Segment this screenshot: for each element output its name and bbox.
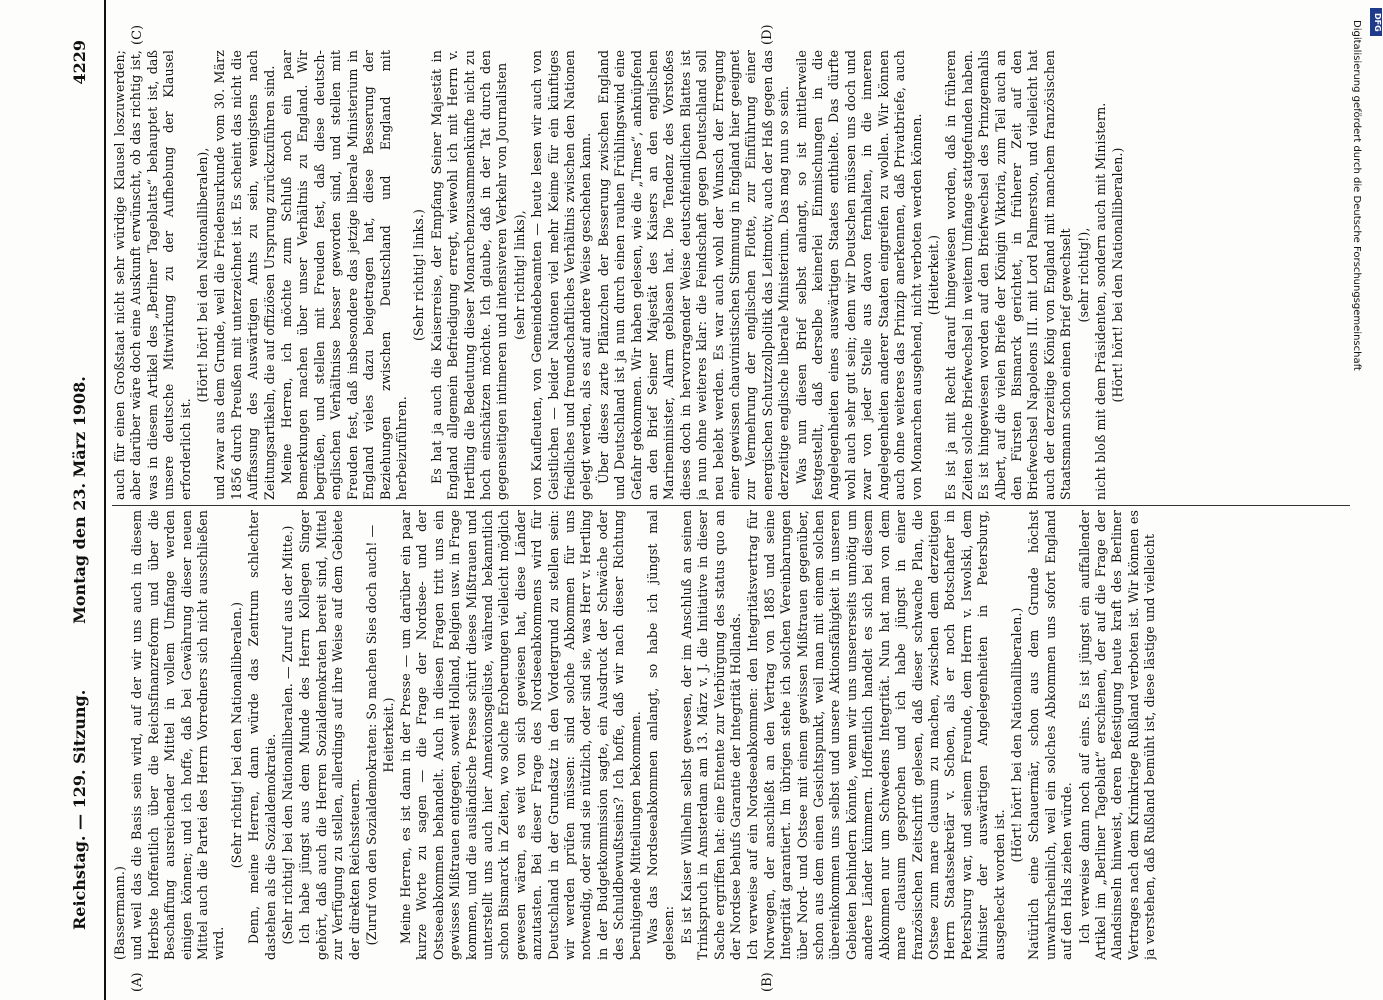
paragraph: (Hört! hört! bei den Nationalliberalen),	[195, 147, 211, 403]
paragraph: Über dieses zarte Pflänzchen der Besserung zwischen England und Deutschland ist ja nun durch einen rauhen Frühlingswind eine Gefahr gekommen. Wir haben gelesen, wie die „Times“, anknüpfend an den Brief Seiner Majestät des Kaisers an den englischen Marineminister, Alarm geblasen hat. Die Tendenz des Vorstoßes dieses doch in hervorragender Weise deutschfeindlichen Blattes ist ja nun ohne weiteres klar: die Feindschaft gegen Deutschland soll neu belebt werden. Es war auch wohl der Wunsch der Erregung einer gewissen chauvinistischen Stimmung in England hier geeignet zur Vermehrung der englischen Flotte, zur Einführung einer energischen Schutzzollpolitik das Leitmotiv, auch der Haß gegen das derzeitige englische liberale Ministerium. Das mag nun so sein.	[595, 50, 792, 500]
paragraph: Ich verweise auf ein Nordseeabkommen: den Integritätsvertrag für Norwegen, der anschließt an den Vertrag von 1885 und seine Integrität garantiert. Im übrigen stehe ich solchen Vereinbarungen über Nord- und Ostsee mit einem gewissen Mißtrauen gegenüber, schon aus dem einen Gesichtspunkt, weil man mit einem solchen übereinkommen uns selbst und unsere Aktionsfähigkeit in unseren Gebieten behindern könnte, wenn wir uns unsererseits unnötig um andere Länder kümmern. Hoffentlich handelt es sich bei diesem Abkommen nur um Schwedens Integrität. Nun hat man von dem mare clausum gesprochen und ich habe jüngst in einer französischen Zeitschrift gelesen, daß dieser schwache Plan, die Ostsee zum mare clausum zu machen, zwischen dem derzeitigen Herrn Staatssekretär v. Schoen, als er noch Botschafter in Petersburg war, und seinem Freunde, dem Herrn v. Iswolski, dem Minister der auswärtigen Angelegenheiten in Petersburg, ausgeheckt worden ist.	[745, 510, 1007, 960]
margin-marker-a: (A)	[130, 972, 145, 992]
paragraph: und weil das die Basis sein wird, auf der wir uns auch in diesem Herbste hoffentlich über die Reichsfinanzreform und über die Beschaffung ausreichender Mittel in vollem Umfange werden einigen können; und ich hoffe, daß bei Gewährung dieser neuen Mittel auch die Partei des Herrn Vorredners sich nicht ausschließen wird.	[129, 510, 227, 960]
paragraph: Es ist ja mit Recht darauf hingewiesen worden, daß in früheren Zeiten solche Briefwechsel in weitem Umfange stattgefunden haben. Es ist hingewiesen worden auf den Briefwechsel des Prinzgemahls Albert, auf die vielen Briefe der Königin Viktoria, zum Teil auch an den Fürsten Bismarck gerichtet, in früherer Zeit auf den Briefwechsel Napoleons III. mit Lord Palmerston, und vielleicht hat auch der derzeitige König von England mit manchem französischen Staatsmann schon einen Brief gewechselt	[943, 50, 1074, 500]
rotated-content	[60, 0, 1350, 1000]
paragraph: Meine Herren, es ist dann in der Presse — um darüber ein paar kurze Worte zu sagen — die Frage der Nordsee- und der Ostseeabkommen behandelt. Auch in diesen Fragen tritt uns ein gewisses Mißtrauen entgegen, soweit Holland, Belgien usw. in Frage kommen, und die ausländische Presse schürt dieses Mißtrauen und unterstellt uns auch hier Annexionsgelüste, während bekanntlich schon Bismarck in Zeiten, wo solche Eroberungen vielleicht möglich gewesen wären, es weit von sich gewiesen hat, diese Länder anzutasten. Bei dieser Frage des Nordseeabkommens wird für Deutschland in der Grundsatz in den Vordergrund zu stellen sein: wir werden prüfen müssen: sind solche Abkommen für uns notwendig, oder sind sie nützlich, oder sind sie, was Herr v. Hertling in der Budgetkommission sagte, ein Ausdruck der Schwäche oder des Schuldbewußtseins? Ich hoffe, daß wir nach dieser Richtung beruhigende Mitteilungen bekommen.	[397, 510, 643, 960]
header-rule	[104, 0, 106, 1000]
paragraph: (Bassermann.)	[112, 866, 127, 960]
paragraph: nicht bloß mit dem Präsidenten, sondern auch mit Ministern.	[1092, 102, 1108, 500]
paragraph: (sehr richtig! links),	[511, 210, 527, 340]
paragraph: Es hat ja auch die Kaiserreise, der Empfang Seiner Majestät in England allgemein Befriedigung erregt, wiewohl ich mit Herrn v. Hertling die Bedeutung dieser Monarchenzusammenkünfte nicht zu hoch einschätzen möchte. Ich glaube, daß in der Tat durch den gegenseitigen intimeren und intensiveren Verkehr von Journalisten	[428, 50, 510, 500]
paragraph: auch für einen Großstaat nicht sehr würdige Klausel loszuwerden; aber darüber wäre doch eine Auskunft erwünscht, ob das richtig ist, was in diesem Artikel des „Berliner Tageblatts“ behauptet ist, daß unsere deutsche Mitwirkung zu der Aufhebung der Klausel erforderlich ist.	[112, 50, 193, 500]
dfg-logo: DFG	[1370, 8, 1382, 36]
page-number: 4229	[70, 40, 89, 85]
paragraph: Was nun diesen Brief selbst anlangt, so ist mittlerweile festgestellt, daß derselbe keinerlei Einmischungen in die Angelegenheiten eines auswärtigen Staates enthielte. Das dürfte wohl auch sehr gut sein; denn wir Deutschen müssen uns doch und zwar von jeder Stelle aus davon fernhalten, in die inneren Angelegenheiten anderer Staaten eingreifen zu wollen. Wir können auch ohne weiteres das Prinzip anerkennen, daß Privatbriefe, auch von Monarchen ausgehend, nicht verboten werden können.	[793, 50, 924, 500]
header-center: Montag den 23. März 1908.	[70, 376, 89, 624]
paragraph: (sehr richtig!),	[1075, 227, 1091, 323]
left-text-column	[112, 510, 1350, 960]
paragraph: Denn, meine Herren, dann würde das Zentrum schlechter dastehen als die Sozialdemokratie.	[246, 510, 278, 960]
right-text-column	[112, 50, 1350, 500]
margin-marker-d: (D)	[760, 24, 775, 45]
paragraph: und zwar aus dem Grunde, weil die Friedensurkunde vom 30. März 1856 durch Preußen mit unterzeichnet ist. Es scheint das nicht die Auffassung des Auswärtigen Amts zu sein, wenigstens nach Zeitungsartikeln, die auf offiziösen Ursprung zurückzuführen sind.	[212, 50, 277, 500]
header-left: Reichstag. — 129. Sitzung.	[70, 689, 89, 930]
paragraph: Was das Nordseeabkommen anlangt, so habe ich jüngst mal gelesen:	[645, 510, 677, 960]
paragraph: Ich verweise dann noch auf eins. Es ist jüngst ein auffallender Artikel im „Berliner Tageblatt“ erschienen, der auf die Frage der Alandsinseln hinweist, deren Befestigung heute kraft des Berliner Vertrages nach dem Krimkriege Rußland verboten ist. Wir können es ja verstehen, daß Rußland bemüht ist, diese lästige und vielleicht	[1076, 510, 1158, 960]
paragraph: Meine Herren, ich möchte zum Schluß noch ein paar Bemerkungen machen über unser Verhältnis zu England. Wir begrüßen, und stellen mit Freuden fest, daß diese deutsch-englischen Verhältnisse besser geworden sind, und stellen mit Freuden fest, daß insbesondere das jetzige liberale Ministerium in England vieles dazu beigetragen hat, diese Besserung der Beziehungen zwischen Deutschland und England mit herbeizuführen.	[279, 50, 409, 500]
paragraph: von Kaufleuten, von Gemeindebeamten — heute lesen wir auch von Geistlichen — beider Nationen viel mehr Keime für ein künftiges friedliches und freundschaftliches Verhältnis zwischen den Nationen gelegt werden, als es auf andere Weise geschehen kann.	[529, 50, 594, 500]
paragraph: (Sehr richtig! bei den Nationalliberalen.)	[228, 601, 244, 869]
paragraph: (Sehr richtig! links.)	[411, 209, 427, 341]
paragraph: (Zuruf von den Sozialdemokraten: So machen Sies doch auch! — Heiterkeit.)	[364, 524, 396, 946]
paragraph: (Sehr richtig! bei den Nationalliberalen. — Zuruf aus der Mitte.)	[280, 525, 296, 945]
margin-marker-c: (C)	[130, 24, 145, 45]
paragraph: (Heiterkeit.)	[925, 234, 941, 316]
paragraph: Natürlich eine Schauermär, schon aus dem Grunde höchst unwahrscheinlich, weil ein solches Abkommen uns sofort England auf den Hals ziehen würde.	[1026, 510, 1075, 960]
paragraph: Es ist Kaiser Wilhelm selbst gewesen, der im Anschluß an seinen Trinkspruch in Amsterdam am 13. März v. J. die Initiative in dieser Sache ergriffen hat: eine Entente zur Verbürgung des status quo an der Nordsee behufs Garantie der Integrität Hollands.	[678, 510, 744, 960]
paragraph: (Hört! hört! bei den Nationalliberalen.)	[1008, 607, 1024, 863]
paragraph: (Hört! hört! bei den Nationalliberalen.)	[1110, 147, 1126, 403]
margin-marker-b: (B)	[760, 972, 775, 992]
credit-text: Digitalisierung gefördert durch die Deutsche Forschungsgemeinschaft	[1351, 20, 1362, 371]
paragraph: Ich habe jüngst aus dem Munde des Herrn Kollegen Singer gehört, daß auch die Herren Sozialdemokraten bereit sind, Mittel zur Verfügung zu stellen, allerdings auf ihre Weise auf dem Gebiete der direkten Reichssteuern.	[297, 510, 362, 960]
running-header	[60, 0, 104, 1000]
column-divider	[112, 505, 1350, 506]
